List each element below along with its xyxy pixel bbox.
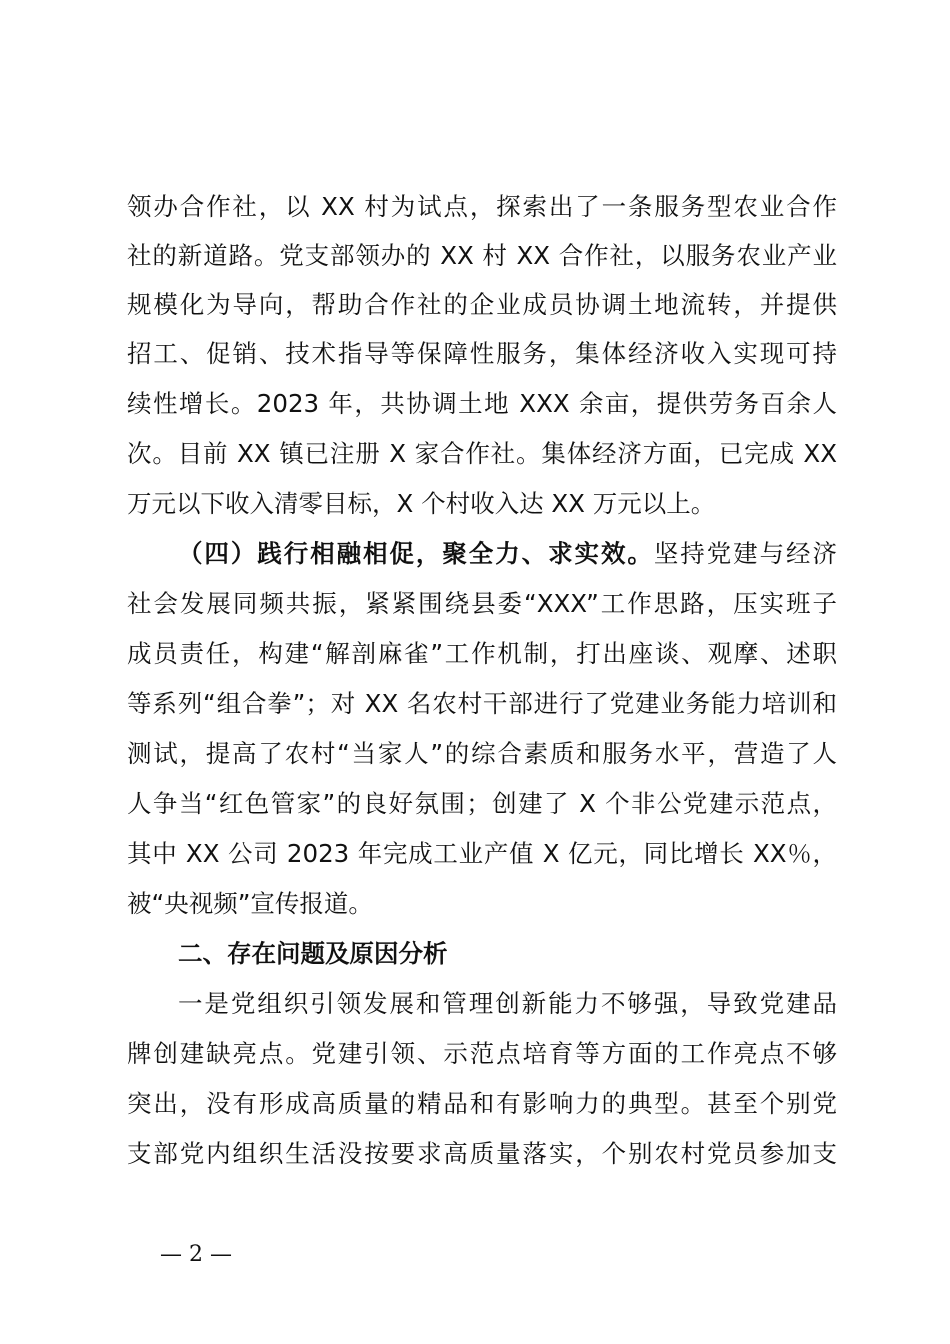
- section-heading: 二、存在问题及原因分析: [178, 939, 448, 968]
- paragraph-line: 续性增长。2023 年，共协调土地 XXX 余亩，提供劳务百余人: [127, 389, 837, 418]
- paragraph-line: 社会发展同频共振，紧紧围绕县委“XXX”工作思路，压实班子: [127, 589, 837, 618]
- paragraph-line: 人争当“红色管家”的良好氛围；创建了 X 个非公党建示范点，: [127, 789, 837, 818]
- paragraph-line: 社的新道路。党支部领办的 XX 村 XX 合作社，以服务农业产业: [127, 241, 837, 270]
- paragraph-line: 万元以下收入清零目标，X 个村收入达 XX 万元以上。: [127, 489, 716, 518]
- paragraph-line: 其中 XX 公司 2023 年完成工业产值 X 亿元，同比增长 XX％，: [127, 839, 837, 868]
- paragraph-line: 规模化为导向，帮助合作社的企业成员协调土地流转，并提供: [127, 290, 837, 319]
- page-number: — 2 —: [160, 1242, 232, 1267]
- paragraph-line: 被“央视频”宣传报道。: [127, 889, 373, 918]
- paragraph-line: 测试，提高了农村“当家人”的综合素质和服务水平，营造了人: [127, 739, 837, 768]
- problem-first-line: 一是党组织引领发展和管理创新能力不够强，导致党建品: [178, 989, 837, 1018]
- paragraph-line: 突出，没有形成高质量的精品和有影响力的典型。甚至个别党: [127, 1089, 837, 1118]
- section-four-first-line: [178, 536, 837, 572]
- paragraph-line: 领办合作社，以 XX 村为试点，探索出了一条服务型农业合作: [127, 192, 837, 221]
- paragraph-line: 次。目前 XX 镇已注册 X 家合作社。集体经济方面，已完成 XX: [127, 439, 837, 468]
- paragraph-line: 招工、促销、技术指导等保障性服务，集体经济收入实现可持: [127, 339, 837, 368]
- paragraph-line: 成员责任，构建“解剖麻雀”工作机制，打出座谈、观摩、述职: [127, 639, 837, 668]
- paragraph-line: 支部党内组织生活没按要求高质量落实，个别农村党员参加支: [127, 1139, 837, 1168]
- paragraph-line: 牌创建缺亮点。党建引领、示范点培育等方面的工作亮点不够: [127, 1039, 837, 1068]
- section-four-heading: （四）践行相融相促，聚全力、求实效。: [178, 539, 654, 568]
- paragraph-line: 等系列“组合拳”；对 XX 名农村干部进行了党建业务能力培训和: [127, 689, 837, 718]
- section-four-first-text: 坚持党建与经济: [653, 539, 837, 568]
